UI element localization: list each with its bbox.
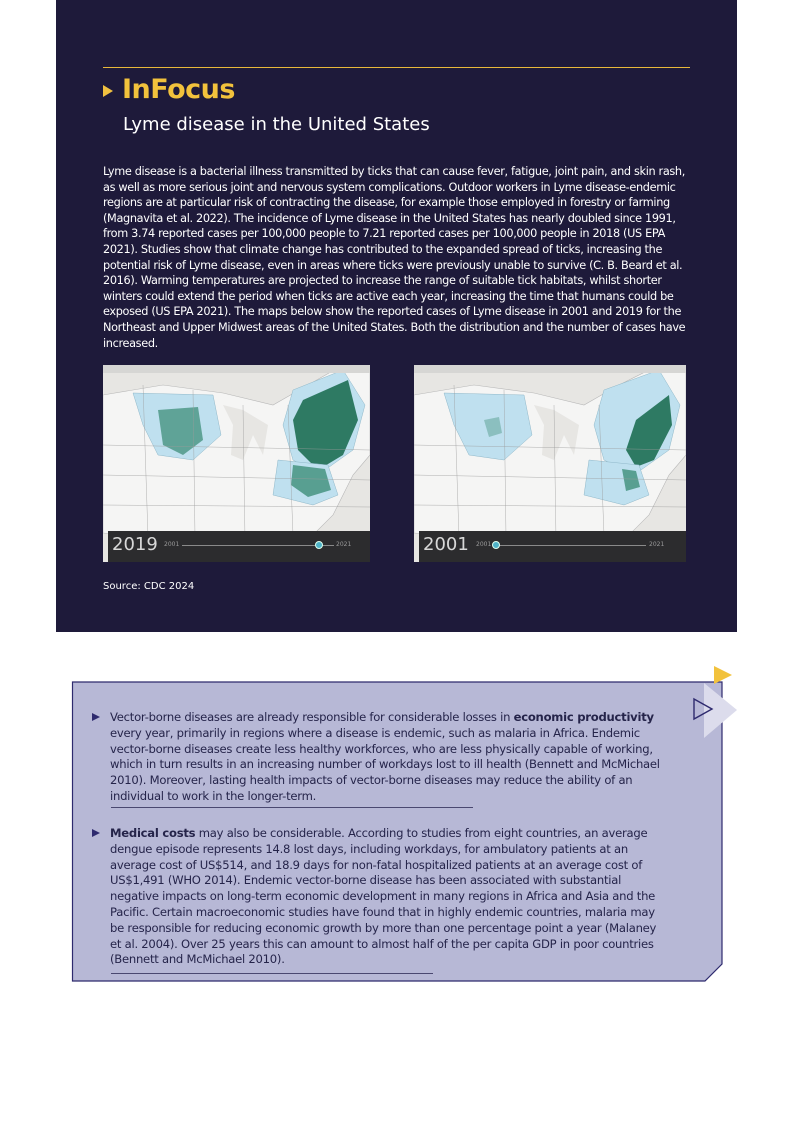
bullet-underline <box>111 973 433 974</box>
timeline-bar <box>108 531 370 562</box>
infocus-title: InFocus <box>122 74 235 105</box>
bullet-rest: may also be considerable. According to studies from eight countries, an average dengue episode represents 14.8 lost days, including workdays, for ambulatory patients at an average cost of US$514, and 18.9 days for non-fatal hospitalized patients at an average cost of US$1,491 (WHO 2014). Endemic vector-borne disease has been associated with substantial negative impacts on long-term economic development in many regions in Africa and Asia and the Pacific. Certain macroeconomic studies have found that in highly endemic countries, malaria may be responsible for reducing economic growth by more than one percentage point a year (Malaney et al. 2004). Over 25 years this can amount to almost half of the per capita GDP in poor countries (Bennett and McMichael 2010). <box>110 826 657 967</box>
bullet-text <box>110 826 668 968</box>
source-note: Source: CDC 2024 <box>103 581 195 592</box>
bullet-lead: Vector-borne diseases are already responsible for considerable losses in <box>110 710 514 724</box>
timeline-track[interactable] <box>182 545 334 546</box>
timeline-track[interactable] <box>494 545 646 546</box>
triangle-bullet-icon <box>103 85 113 97</box>
map-year-label: 2019 <box>112 534 158 555</box>
bullet-rest: every year, primarily in regions where a disease is endemic, such as malaria in Africa. Endemic vector-borne diseases create less healthy workforces, who are less physically capable of working, which in turn results in an increasing number of workdays lost to ill health (Bennett and McMichael 2010). Moreover, lasting health impacts of vector-borne diseases may reduce the ability of an individual to work in the longer-term. <box>110 725 660 803</box>
callout-panel <box>72 681 722 996</box>
bullet-bold: Medical costs <box>110 826 196 840</box>
timeline-slider-handle[interactable] <box>315 541 323 549</box>
range-start-label: 2001 <box>164 541 180 548</box>
bullet-underline <box>111 807 473 808</box>
map-year-label: 2001 <box>423 534 469 555</box>
triangle-bullet-icon <box>92 829 100 837</box>
bullet-text <box>110 710 668 805</box>
range-end-label: 2021 <box>649 541 665 548</box>
range-start-label: 2001 <box>476 541 492 548</box>
triangle-bullet-icon <box>92 713 100 721</box>
range-end-label: 2021 <box>336 541 352 548</box>
infocus-subtitle: Lyme disease in the United States <box>123 114 430 135</box>
lyme-map-2001 <box>414 365 686 562</box>
lyme-map-2019 <box>103 365 370 562</box>
bullet-economic-productivity <box>92 710 668 805</box>
timeline-bar <box>419 531 686 562</box>
bullet-medical-costs <box>92 826 668 968</box>
timeline-slider-handle[interactable] <box>492 541 500 549</box>
infocus-body: Lyme disease is a bacterial illness transmitted by ticks that can cause fever, fatigue, joint pain, and skin rash, as well as more serious joint and nervous system complications. Outdoor workers in Lyme disease-endemic regions are at particular risk of contracting the disease, for example those employed in forestry or farming (Magnavita et al. 2022). The incidence of Lyme disease in the United States has nearly doubled since 1991, from 3.74 reported cases per 100,000 people to 7.21 reported cases per 100,000 people in 2018 (US EPA 2021). Studies show that climate change has contributed to the expanded spread of ticks, increasing the potential risk of Lyme disease, even in areas where ticks were previously unable to survive (C. B. Beard et al. 2016). Warming temperatures are projected to increase the range of suitable tick habitats, whilst shorter winters could extend the period when ticks are active each year, increasing the time that humans could be exposed (US EPA 2021). The maps below show the reported cases of Lyme disease in 2001 and 2019 for the Northeast and Upper Midwest areas of the United States. Both the distribution and the number of cases have increased. <box>103 165 686 350</box>
bullet-bold: economic productivity <box>513 710 654 724</box>
infocus-heading <box>103 74 235 105</box>
infocus-box <box>56 0 737 632</box>
gold-divider <box>103 67 690 68</box>
